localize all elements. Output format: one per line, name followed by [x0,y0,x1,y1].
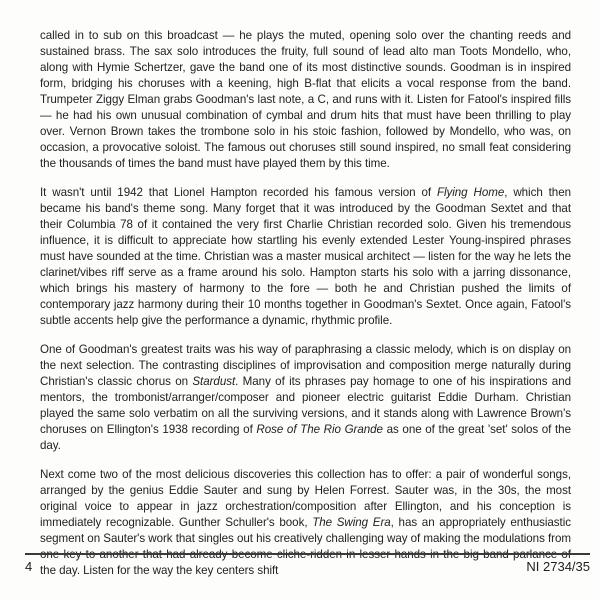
italic-title-text: Rose of The Rio Grande [256,423,383,436]
text-segment: as one of the great 'set' solos of the day. [40,423,571,452]
text-segment: called in to sub on this broadcast — he plays the muted, opening solo over the chanting reeds and sustained brass. The sax solo introduces the fruity, full sound of lead alto man Toots Mondello, who, along with Hymie Schertzer, gave the band one of its most distinctive sounds. Goodman is in inspired form, bridging his choruses with a keening, high B-flat that elicits a vocal response from the band. Trumpeter Ziggy Elman grabs Goodman's last note, a C, and runs with it. Listen for Fatool's inspired fills — he had his own unusual combination of cymbal and drum hits that must have been thrilling to play over. Vernon Brown takes the trombone solo in his stoic fashion, followed by Mondello, who was, on occasion, a provocative soloist. The famous out choruses still sound inspired, no small feat considering the thousands of times the band must have played them by this time. [40,29,571,170]
paragraph [40,185,571,329]
text-segment: , which then became his band's theme song. Many forget that it was introduced by the Goodman Sextet and that their Columbia 78 of it contained the very first Charlie Christian recorded solo. Given his tremendous influence, it is difficult to appreciate how startling his evenly extended Lester Young-inspired phrases must have sounded at the time. Christian was a master musical architect — listen for the way he lets the clarinet/vibes riff serve as a frame around his solo. Hampton starts his solo with a jarring dissonance, which brings his mastery of harmony to the fore — both he and Christian pushed the limits of contemporary jazz harmony during their 10 months together in Goodman's Sextet. Once again, Fatool's subtle accents help give the performance a dynamic, rhythmic profile. [40,186,571,327]
paragraph [40,28,571,172]
text-segment: , has an appropriately enthusiastic segment on Sauter's work that singles out his creatively challenging way of making the modulations from one key to another that had already become cliche-ridden in lesser hands in the big band parlance of the day. Listen for the way the key centers shift [40,516,572,577]
liner-notes-text [40,28,571,592]
text-segment: Next come two of the most delicious discoveries this collection has to offer: a pair of wonderful songs, arranged by the genius Eddie Sauter and sung by Helen Forrest. Sauter was, in the 30s, the most original voice to appear in jazz orchestration/composition after Ellington, and his conception is immediately recognizable. Gunther Schuller's book, [40,468,571,529]
text-segment: It wasn't until 1942 that Lionel Hampton recorded his famous version of [40,186,437,199]
paragraph [40,342,571,454]
italic-title-text: The Swing Era [312,516,391,529]
text-segment: One of Goodman's greatest traits was his way of paraphrasing a classic melody, which is on display on the next selection. The contrasting disciplines of improvisation and composition merge naturally during Christian's classic chorus on [40,343,571,388]
page-number: 4 [25,559,33,574]
catalog-number: NI 2734/35 [526,559,590,574]
page-footer [25,553,590,574]
text-segment: . Many of its phrases pay homage to one of his inspirations and mentors, the trombonist/arranger/composer and pioneer electric guitarist Eddie Durham. Christian played the same solo verbatim on all the surviving versions, and it stands along with Lawrence Brown's choruses on Ellington's 1938 recording of [40,375,571,436]
italic-title-text: Flying Home [436,186,505,199]
italic-title-text: Stardust [192,375,236,388]
